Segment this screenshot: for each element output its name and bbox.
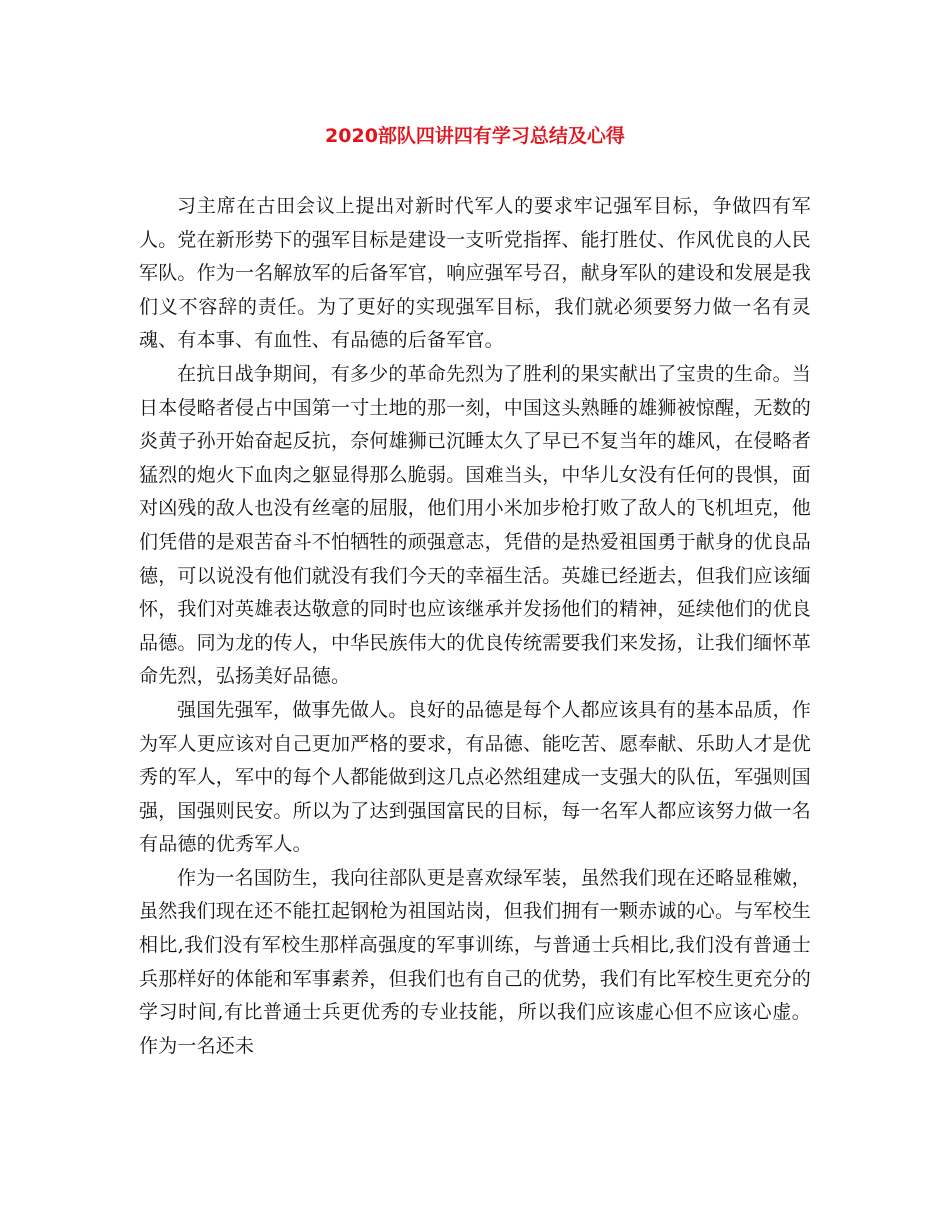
document-body [139,190,811,1063]
paragraph-3: 强国先强军，做事先做人。良好的品德是每个人都应该具有的基本品质，作为军人更应该对自己更加严格的要求，有品德、能吃苦、愿奉献、乐助人才是优秀的军人，军中的每个人都能做到这几点必然组建成一支强大的队伍，军强则国强，国强则民安。所以为了达到强国富民的目标，每一名军人都应该努力做一名有品德的优秀军人。 [139,698,812,856]
paragraph-1: 习主席在古田会议上提出对新时代军人的要求牢记强军目标，争做四有军人。党在新形势下的强军目标是建设一支听党指挥、能打胜仗、作风优良的人民军队。作为一名解放军的后备军官，响应强军号召，献身军队的建设和发展是我们义不容辞的责任。为了更好的实现强军目标，我们就必须要努力做一名有灵魂、有本事、有血性、有品德的后备军官。 [139,195,812,352]
paragraph-4: 作为一名国防生，我向往部队更是喜欢绿军装，虽然我们现在还略显稚嫩，虽然我们现在还不能扛起钢枪为祖国站岗，但我们拥有一颗赤诚的心。与军校生相比,我们没有军校生那样高强度的军事训练，与普通士兵相比,我们没有普通士兵那样好的体能和军事素养，但我们也有自己的优势，我们有比军校生更充分的学习时间,有比普通士兵更优秀的专业技能，所以我们应该虚心但不应该心虚。作为一名还未 [139,866,812,1057]
document-title: 2020部队四讲四有学习总结及心得 [325,125,625,147]
paragraph-2: 在抗日战争期间，有多少的革命先烈为了胜利的果实献出了宝贵的生命。当日本侵略者侵占中国第一寸土地的那一刻，中国这头熟睡的雄狮被惊醒，无数的炎黄子孙开始奋起反抗，奈何雄狮已沉睡太久了早已不复当年的雄风，在侵略者猛烈的炮火下血肉之躯显得那么脆弱。国难当头，中华儿女没有任何的畏惧，面对凶残的敌人也没有丝毫的屈服，他们用小米加步枪打败了敌人的飞机坦克，他们凭借的是艰苦奋斗不怕牺牲的顽强意志，凭借的是热爱祖国勇于献身的优良品德，可以说没有他们就没有我们今天的幸福生活。英雄已经逝去，但我们应该缅怀，我们对英雄表达敬意的同时也应该继承并发扬他们的精神，延续他们的优良品德。同为龙的传人，中华民族伟大的优良传统需要我们来发扬，让我们缅怀革命先烈，弘扬美好品德。 [139,362,812,688]
